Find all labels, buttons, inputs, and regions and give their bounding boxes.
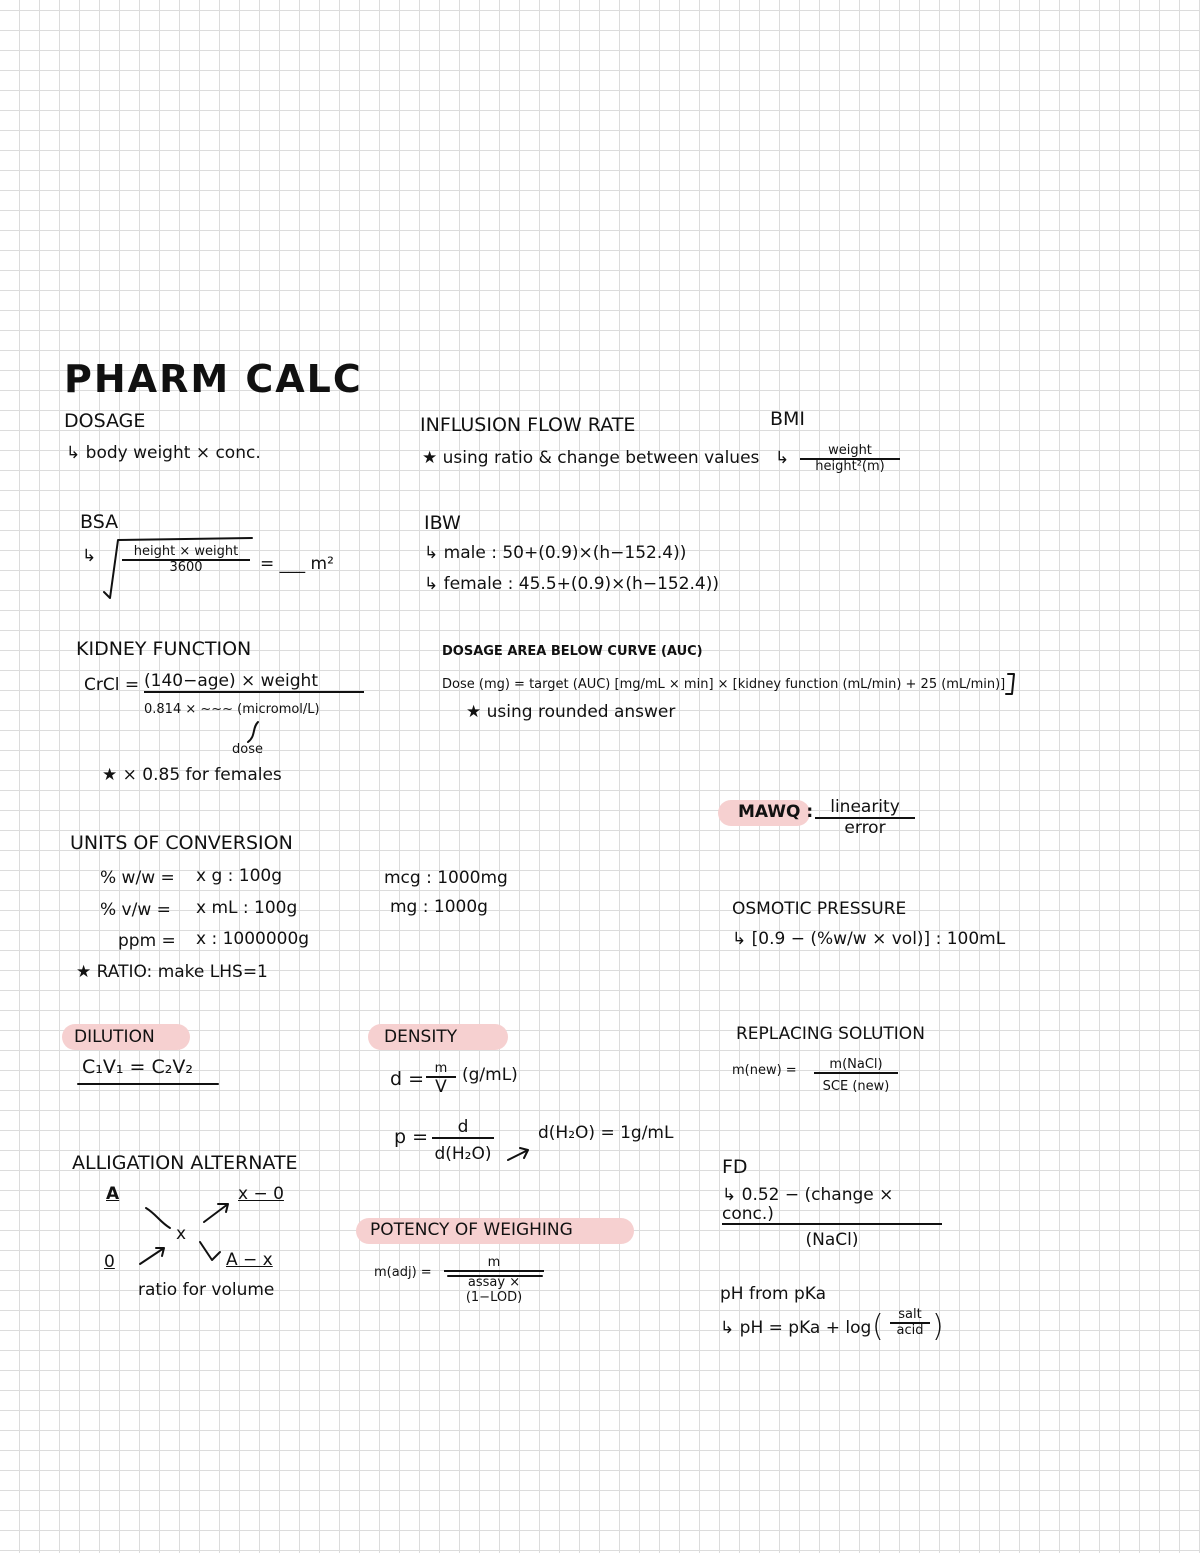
kidney-lhs: CrCl = [84,675,140,695]
kidney-note: ★ × 0.85 for females [102,765,282,785]
ph-heading: pH from pKa [720,1284,827,1304]
kidney-denominator: 0.814 × ~~~ (micromol/L) [144,691,364,717]
dosage-formula: ↳ body weight × conc. [66,443,261,463]
alligation-arrow-top-left-icon [146,1208,170,1228]
osmotic-heading: OSMOTIC PRESSURE [732,899,907,919]
kidney-numerator: (140−age) × weight [144,671,318,691]
alligation-arrow-bottom-right-icon [200,1242,220,1260]
ph-formula: ↳ pH = pKa + log [720,1318,872,1338]
bmi-heading: BMI [770,408,806,430]
ph-open-paren-icon: ( [872,1309,884,1344]
units-row-rhs: x : 1000000g [196,929,310,949]
potency-denominator: assay × (1−LOD) [444,1270,544,1305]
osmotic-formula: ↳ [0.9 − (%w/w × vol)] : 100mL [732,929,1006,949]
alligation-right-top: x − 0 [238,1184,284,1204]
density-d-unit: (g/mL) [462,1065,518,1085]
replacing-denominator: SCE (new) [814,1072,898,1094]
density-d-lhs: d = [390,1068,425,1090]
ph-close-paren-icon: ) [932,1309,944,1344]
units-note: ★ RATIO: make LHS=1 [76,962,268,982]
infusion-note: ★ using ratio & change between values [422,448,760,468]
mawq-denominator: error [815,817,915,838]
bsa-rhs: = ___ m² [260,554,334,574]
auc-formula: Dose (mg) = target (AUC) [mg/mL × min] × [kidney function (mL/min) + 25 (mL/min)] [442,677,1006,692]
units-row-rhs: x g : 100g [196,866,283,886]
density-heading: DENSITY [384,1027,458,1047]
alligation-center-value: x [176,1224,187,1244]
ibw-heading: IBW [424,512,461,534]
replacing-numerator: m(NaCl) [829,1057,883,1072]
units-row-lhs: % v/w = [100,900,171,920]
potency-numerator: m [487,1255,501,1270]
bsa-numerator: height × weight [133,544,239,559]
bmi-prefix: ↳ [775,448,790,468]
density-p-lhs: p = [394,1126,429,1148]
kidney-pointer-label: dose [232,742,263,757]
fd-denominator: (NaCl) [722,1223,942,1250]
bmi-numerator: weight [828,443,872,458]
potency-heading: POTENCY OF WEIGHING [370,1220,573,1240]
units-mcg: mcg : 1000mg [384,868,508,888]
auc-bracket-icon [1006,674,1014,694]
auc-heading: DOSAGE AREA BELOW CURVE (AUC) [442,644,703,659]
alligation-arrow-top-right-icon [204,1204,228,1222]
fd-numerator: ↳ 0.52 − (change × conc.) [722,1185,894,1224]
density-p-denominator: d(H₂O) [432,1137,494,1164]
ph-numerator: salt [898,1307,922,1322]
alligation-note: ratio for volume [138,1280,275,1300]
replacing-lhs: m(new) = [732,1063,797,1078]
density-water: d(H₂O) = 1g/mL [538,1123,674,1143]
alligation-top-value: A [106,1184,120,1204]
ibw-male: ↳ male : 50+(0.9)×(h−152.4)) [424,543,687,563]
mawq-label: MAWQ : [738,802,814,822]
alligation-arrow-bottom-left-icon [140,1248,164,1264]
mawq-numerator: linearity [830,797,900,817]
bsa-denominator: 3600 [122,559,250,575]
density-arrow-icon [508,1148,528,1160]
auc-note: ★ using rounded answer [466,702,676,722]
density-d-numerator: m [434,1061,448,1076]
density-p-numerator: d [457,1117,469,1137]
bsa-prefix: ↳ [82,546,97,566]
potency-lhs: m(adj) = [374,1265,432,1280]
bsa-heading: BSA [80,511,119,533]
density-d-denominator: V [426,1076,456,1097]
alligation-heading: ALLIGATION ALTERNATE [72,1152,298,1174]
ibw-female: ↳ female : 45.5+(0.9)×(h−152.4)) [424,574,720,594]
fd-heading: FD [722,1156,748,1178]
kidney-pointer-icon [248,722,258,742]
alligation-bottom-value: 0 [104,1252,115,1272]
units-row-lhs: ppm = [118,931,176,951]
alligation-right-bottom: A − x [226,1250,273,1270]
units-row-rhs: x mL : 100g [196,898,298,918]
bsa-radical-icon [104,538,252,598]
replacing-heading: REPLACING SOLUTION [736,1024,925,1044]
page-title: PHARM CALC [64,357,363,401]
units-mg: mg : 1000g [390,897,488,917]
units-heading: UNITS OF CONVERSION [70,832,293,854]
infusion-heading: INFLUSION FLOW RATE [420,414,636,436]
dilution-heading: DILUTION [74,1027,155,1047]
kidney-heading: KIDNEY FUNCTION [76,638,252,660]
bmi-denominator: height²(m) [800,458,900,474]
dosage-heading: DOSAGE [64,410,146,432]
units-row-lhs: % w/w = [100,868,175,888]
ph-denominator: acid [890,1322,930,1338]
dilution-formula: C₁V₁ = C₂V₂ [82,1056,193,1078]
